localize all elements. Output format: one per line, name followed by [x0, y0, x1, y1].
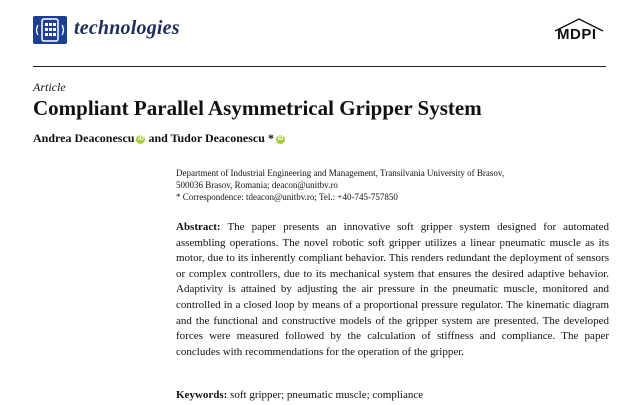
- keywords-text: soft gripper; pneumatic muscle; compliance: [227, 389, 424, 401]
- orcid-icon[interactable]: iD: [277, 136, 284, 142]
- abstract-text: The paper presents an innovative soft gripper system designed for automated assembling operations. The novel robotic soft gripper utilizes a linear pneumatic muscle as its motor, due to its inherently compliant behavior. This renders redundant the deployment of sensors or complex controllers, due to its mechanical system that ensures the desired adaptive behavior. Adaptivity is attained by adjusting the air pressure in the pneumatic muscle, monitored and controlled in a closed loop by means of a proportional pressure regulator. The kinematic diagram and the functional and constructive models of the gripper system are presented. The developed forces were measured followed by the calculation of stiffness and compliance. The paper concludes with recommendations for the operation of the gripper.: [176, 221, 609, 358]
- correspondence-line: * Correspondence: tdeacon@unitbv.ro; Tel.: +40-745-757850: [176, 192, 398, 202]
- header-rule: [33, 66, 606, 67]
- affiliation-line: 500036 Brasov, Romania; deacon@unitbv.ro: [176, 180, 338, 190]
- keywords-label: Keywords:: [176, 389, 228, 401]
- article-type: Article: [33, 80, 66, 94]
- orcid-icon[interactable]: iD: [137, 136, 144, 142]
- tablet-grid-icon: [33, 16, 67, 44]
- publisher-logo-text[interactable]: MDPI: [557, 26, 597, 43]
- author-list: [33, 131, 285, 146]
- abstract-label: Abstract:: [176, 221, 221, 233]
- author-name[interactable]: Tudor Deaconescu: [170, 131, 265, 145]
- keywords: [176, 389, 423, 401]
- abstract: [176, 220, 609, 360]
- affiliation-line: Department of Industrial Engineering and Management, Transilvania University of Brasov,: [176, 168, 505, 178]
- author-joiner: and: [145, 131, 171, 145]
- corresponding-mark: *: [264, 131, 274, 145]
- journal-header: [0, 0, 639, 56]
- author-name[interactable]: Andrea Deaconescu: [33, 131, 135, 145]
- article-title: Compliant Parallel Asymmetrical Gripper System: [33, 96, 482, 120]
- journal-name[interactable]: technologies: [74, 17, 180, 39]
- affiliation-block: [176, 167, 596, 203]
